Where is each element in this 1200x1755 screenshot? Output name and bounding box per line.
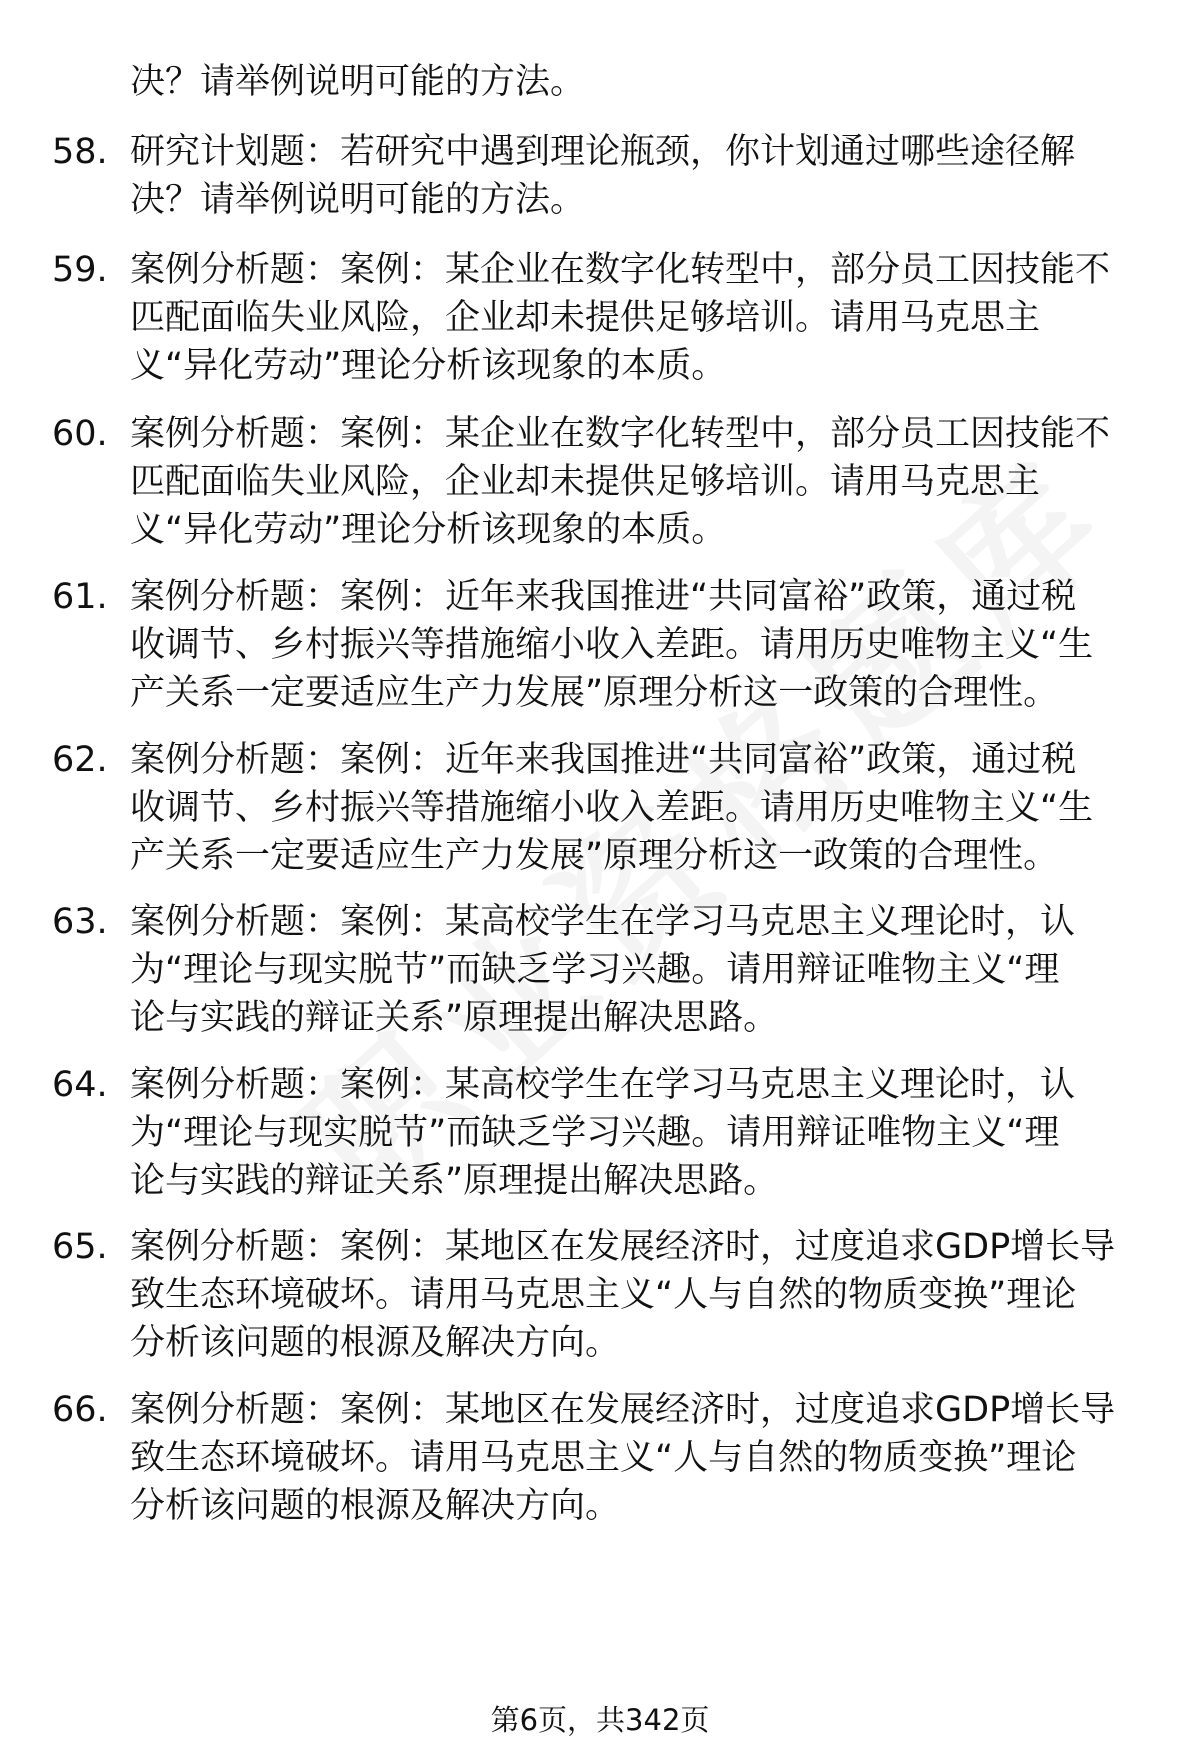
question-line: 致生态环境破坏。请用马克思主义“人与自然的物质变换”理论 xyxy=(130,1438,1077,1478)
question-line: 论与实践的辩证关系”原理提出解决思路。 xyxy=(130,1161,779,1201)
question-line: 分析该问题的根源及解决方向。 xyxy=(130,1323,621,1363)
question-item xyxy=(0,128,1200,224)
question-line: 为“理论与现实脱节”而缺乏学习兴趣。请用辩证唯物主义“理 xyxy=(130,950,1060,990)
question-line: 匹配面临失业风险，企业却未提供足够培训。请用马克思主 xyxy=(130,298,1041,338)
question-line: 为“理论与现实脱节”而缺乏学习兴趣。请用辩证唯物主义“理 xyxy=(130,1113,1060,1153)
question-line: 研究计划题：若研究中遇到理论瓶颈，你计划通过哪些途径解 xyxy=(130,132,1076,172)
question-number: 64. xyxy=(52,1065,108,1105)
question-line: 匹配面临失业风险，企业却未提供足够培训。请用马克思主 xyxy=(130,462,1041,502)
question-line: 案例分析题：案例：近年来我国推进“共同富裕”政策，通过税 xyxy=(130,577,1077,617)
question-number: 60. xyxy=(52,414,108,454)
question-line: 案例分析题：案例：近年来我国推进“共同富裕”政策，通过税 xyxy=(130,740,1077,780)
question-item xyxy=(0,246,1200,390)
page-footer: 第6页，共342页 xyxy=(490,1703,710,1737)
question-number: 59. xyxy=(52,250,108,290)
question-line: 案例分析题：案例：某地区在发展经济时，过度追求GDP增长导 xyxy=(130,1390,1116,1430)
question-line: 决？请举例说明可能的方法。 xyxy=(130,62,586,102)
question-item xyxy=(0,736,1200,880)
question-number: 58. xyxy=(52,132,108,172)
question-item xyxy=(0,1223,1200,1367)
question-item xyxy=(0,898,1200,1042)
question-line: 案例分析题：案例：某高校学生在学习马克思主义理论时，认 xyxy=(130,902,1076,942)
question-item xyxy=(0,58,1200,106)
question-line: 产关系一定要适应生产力发展”原理分析这一政策的合理性。 xyxy=(130,836,1059,876)
question-line: 义“异化劳动”理论分析该现象的本质。 xyxy=(130,346,727,386)
question-line: 案例分析题：案例：某企业在数字化转型中，部分员工因技能不 xyxy=(130,414,1111,454)
question-number: 62. xyxy=(52,740,108,780)
question-number: 65. xyxy=(52,1227,108,1267)
question-line: 收调节、乡村振兴等措施缩小收入差距。请用历史唯物主义“生 xyxy=(130,788,1094,828)
question-line: 决？请举例说明可能的方法。 xyxy=(130,180,586,220)
question-line: 义“异化劳动”理论分析该现象的本质。 xyxy=(130,510,727,550)
question-line: 收调节、乡村振兴等措施缩小收入差距。请用历史唯物主义“生 xyxy=(130,625,1094,665)
question-line: 致生态环境破坏。请用马克思主义“人与自然的物质变换”理论 xyxy=(130,1275,1077,1315)
question-item xyxy=(0,573,1200,717)
question-item xyxy=(0,1386,1200,1530)
question-line: 案例分析题：案例：某高校学生在学习马克思主义理论时，认 xyxy=(130,1065,1076,1105)
question-line: 案例分析题：案例：某地区在发展经济时，过度追求GDP增长导 xyxy=(130,1227,1116,1267)
question-number: 66. xyxy=(52,1390,108,1430)
question-line: 论与实践的辩证关系”原理提出解决思路。 xyxy=(130,998,779,1038)
question-number: 61. xyxy=(52,577,108,617)
question-item xyxy=(0,1061,1200,1205)
question-item xyxy=(0,410,1200,554)
question-line: 案例分析题：案例：某企业在数字化转型中，部分员工因技能不 xyxy=(130,250,1111,290)
question-line: 产关系一定要适应生产力发展”原理分析这一政策的合理性。 xyxy=(130,673,1059,713)
question-line: 分析该问题的根源及解决方向。 xyxy=(130,1486,621,1526)
question-number: 63. xyxy=(52,902,108,942)
